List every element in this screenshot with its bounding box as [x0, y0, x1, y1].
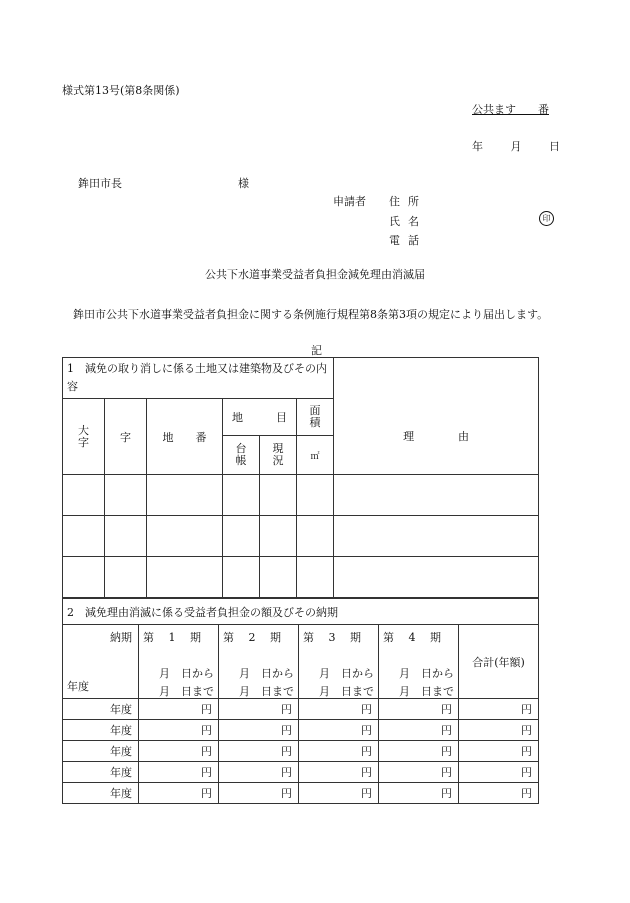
amount-table	[62, 598, 539, 804]
address-label: 住所	[389, 195, 427, 208]
total-label: 合計(年額)	[459, 625, 539, 699]
table-row: 年度 円 円 円 円 円	[63, 762, 539, 783]
col-menseki: 面積	[309, 404, 321, 429]
applicant-label: 申請者	[333, 195, 366, 208]
form-number: 様式第13号(第8条関係)	[62, 84, 180, 97]
col-genkyo: 現況	[272, 442, 284, 467]
addressee: 鉾田市長	[78, 177, 122, 190]
table-row	[63, 475, 539, 516]
table-row: 年度 円 円 円 円 円	[63, 720, 539, 741]
table-row: 年度 円 円 円 円 円	[63, 699, 539, 720]
table-row: 年度 円 円 円 円 円	[63, 783, 539, 804]
document-number: 公共ます 番	[472, 103, 549, 116]
table-row	[63, 516, 539, 557]
col-nendo: 年度	[67, 680, 89, 693]
table-row: 年度 円 円 円 円 円	[63, 741, 539, 762]
period-4: 第 4 期 月 日から 月 日まで	[379, 625, 459, 699]
col-oaza: 大字	[78, 423, 89, 449]
col-reason: 理 由	[334, 399, 539, 475]
period-1: 第 1 期 月 日から 月 日まで	[139, 625, 219, 699]
honorific: 様	[238, 177, 249, 190]
col-chimoku: 地 目	[223, 399, 297, 436]
period-2: 第 2 期 月 日から 月 日まで	[219, 625, 299, 699]
date-line: 年 月 日	[472, 140, 560, 153]
document-title: 公共下水道事業受益者負担金減免理由消滅届	[205, 268, 425, 281]
section1-heading: 1 減免の取り消しに係る土地又は建築物及びその内容	[63, 358, 334, 399]
seal-mark: 印	[539, 211, 554, 226]
land-table	[62, 357, 539, 598]
col-chiban: 地 番	[147, 399, 223, 475]
period-3: 第 3 期 月 日から 月 日まで	[299, 625, 379, 699]
col-aza: 字	[105, 399, 147, 475]
col-unit: ㎡	[297, 436, 334, 475]
section2-heading: 2 減免理由消滅に係る受益者負担金の額及びその納期	[63, 599, 539, 625]
col-daicho: 台帳	[235, 442, 247, 467]
phone-label: 電話	[389, 234, 427, 247]
table-row	[63, 557, 539, 598]
col-noki: 納期	[110, 631, 132, 644]
name-label: 氏名	[389, 215, 427, 228]
body-text: 鉾田市公共下水道事業受益者負担金に関する条例施行規程第8条第3項の規定により届出します。	[73, 308, 549, 321]
ki-label: 記	[311, 344, 322, 357]
